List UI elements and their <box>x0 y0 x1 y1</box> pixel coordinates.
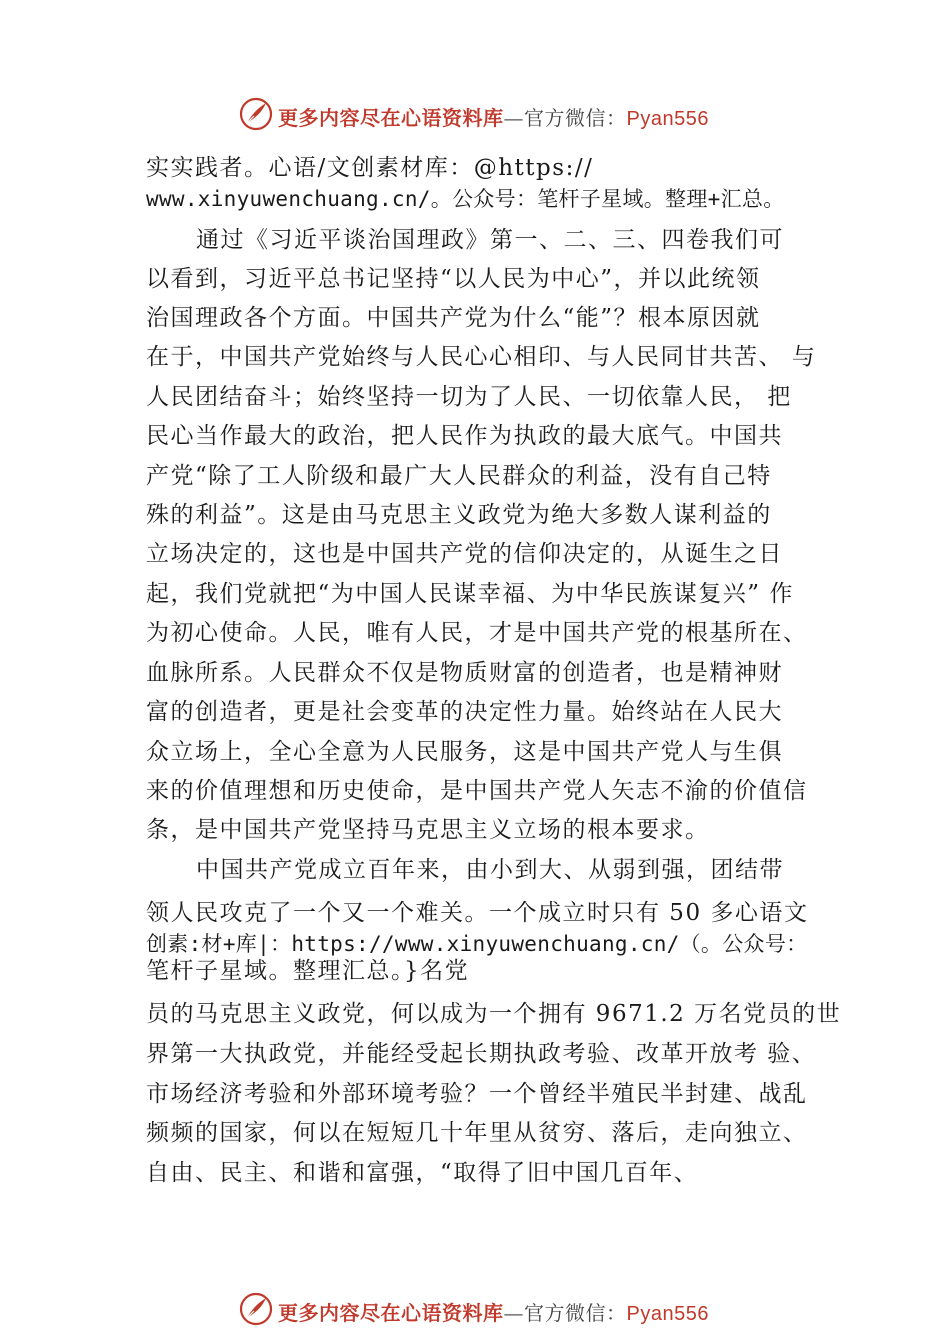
body-line: 富的创造者，更是社会变革的决定性力量。始终站在人民大 <box>146 699 783 725</box>
body-line: 为初心使命。人民，唯有人民，才是中国共产党的根基所在、 <box>146 620 808 646</box>
body-line: 治国理政各个方面。中国共产党为什么“能”？根本原因就 <box>146 305 761 331</box>
body-line: 在于，中国共产党始终与人民心心相印、与人民同甘共苦、 与 <box>146 344 817 370</box>
footer-text <box>278 1297 709 1326</box>
footer-library-name: 更多内容尽在心语资料库 <box>278 1301 504 1325</box>
body-line: 市场经济考验和外部环境考验？一个曾经半殖民半封建、战乱 <box>146 1081 808 1107</box>
feather-pen-logo-icon <box>238 1291 274 1327</box>
body-line: 实实践者。心语/文创素材库：@https:// <box>146 155 594 181</box>
body-line: 条，是中国共产党坚持马克思主义立场的根本要求。 <box>146 817 710 843</box>
body-line: 殊的利益”。这是由马克思主义政党为绝大多数人谋利益的 <box>146 502 772 528</box>
footer-dash: — <box>503 1301 524 1325</box>
body-line: 界第一大执政党，并能经受起长期执政考验、改革开放考 验、 <box>146 1041 817 1067</box>
header-banner <box>0 94 950 134</box>
body-line: 员的马克思主义政党，何以成为一个拥有 9671.2 万名党员的世 <box>146 1001 842 1027</box>
header-text <box>278 102 709 131</box>
body-line: 民心当作最大的政治，把人民作为执政的最大底气。中国共 <box>146 423 783 449</box>
body-line: 笔杆子星域。整理汇总。}名党 <box>146 958 470 984</box>
body-line: 人民团结奋斗；始终坚持一切为了人民、一切依靠人民， 把 <box>146 384 792 410</box>
header-wechat-label: 官方微信： <box>524 106 627 130</box>
body-line: 立场决定的，这也是中国共产党的信仰决定的，从诞生之日 <box>146 541 783 567</box>
body-line: 频频的国家，何以在短短几十年里从贫穷、落后，走向独立、 <box>146 1120 808 1146</box>
header-dash: — <box>503 106 524 130</box>
header-wechat-id: Pyan556 <box>626 108 709 130</box>
body-line: 通过《习近平谈治国理政》第一、二、三、四卷我们可 <box>196 227 784 253</box>
footer-banner <box>0 1289 950 1329</box>
footer-wechat-id: Pyan556 <box>626 1303 709 1325</box>
body-line: 领人民攻克了一个又一个难关。一个成立时只有 50 多心语文 <box>146 900 809 926</box>
body-line: 来的价值理想和历史使命，是中国共产党人矢志不渝的价值信 <box>146 778 808 804</box>
body-line: 创素:材+库|：https://www.xinyuwenchuang.cn/（。公众号： <box>146 932 808 956</box>
body-line: www.xinyuwenchuang.cn/。公众号：笔杆子星域。整理+汇总。 <box>146 187 785 211</box>
header-library-name: 更多内容尽在心语资料库 <box>278 106 504 130</box>
body-line: 众立场上，全心全意为人民服务，这是中国共产党人与生俱 <box>146 739 783 765</box>
body-line: 自由、民主、和谐和富强，“取得了旧中国几百年、 <box>146 1160 699 1186</box>
footer-wechat-label: 官方微信： <box>524 1301 627 1325</box>
feather-pen-logo-icon <box>238 96 274 132</box>
body-line: 产党“除了工人阶级和最广大人民群众的利益，没有自己特 <box>146 463 772 489</box>
body-line: 血脉所系。人民群众不仅是物质财富的创造者，也是精神财 <box>146 660 783 686</box>
body-line: 起，我们党就把“为中国人民谋幸福、为中华民族谋复兴” 作 <box>146 581 794 607</box>
body-line: 中国共产党成立百年来，由小到大、从弱到强，团结带 <box>196 857 784 883</box>
body-line: 以看到，习近平总书记坚持“以人民为中心”，并以此统领 <box>146 266 761 292</box>
